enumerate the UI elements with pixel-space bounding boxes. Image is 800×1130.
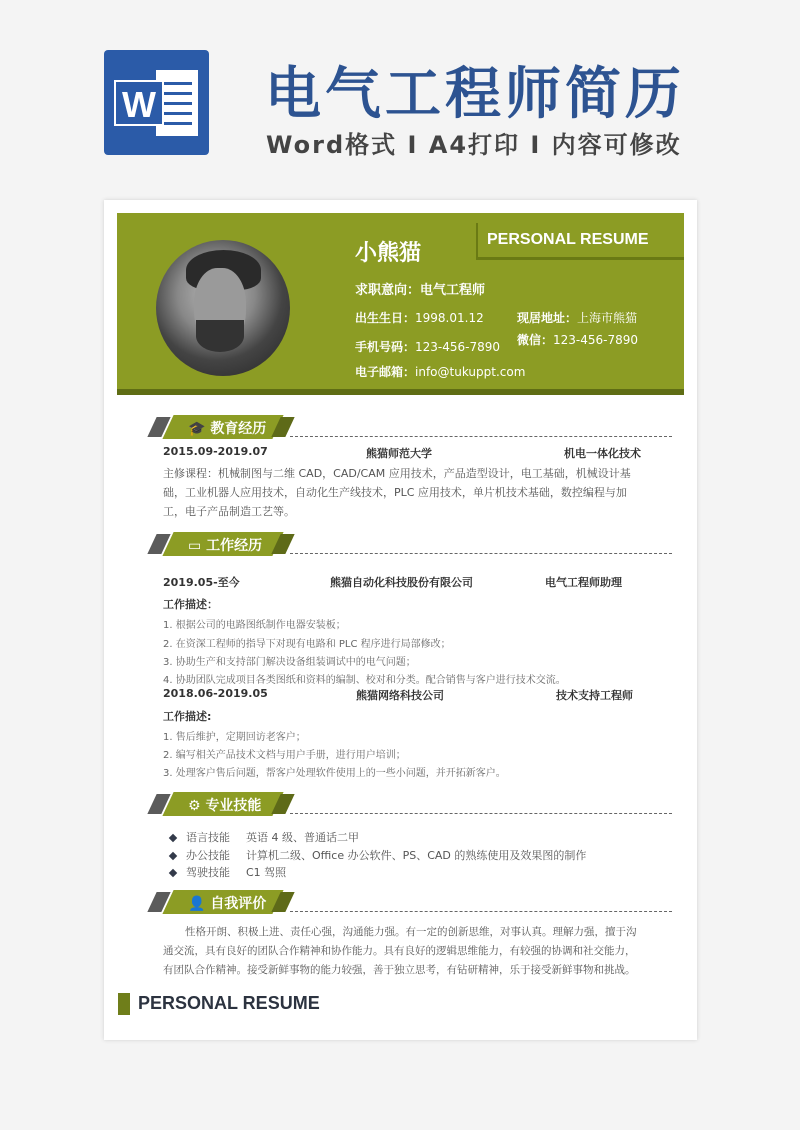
- education-courses: 主修课程：机械制图与二维 CAD，CAD/CAM 应用技术，产品造型设计，电工基础，机械设计基础，工业机器人应用技术，自动化生产线技术，PLC 应用技术，单片机技术基础，数控编程与加工，电子产品制造工艺等。: [163, 467, 631, 518]
- skill-item: 办公技能 计算机二级、Office 办公软件、PS、CAD 的熟练使用及效果图的制作: [170, 847, 230, 863]
- job-item: 3. 协助生产和支持部门解决设备组装调试中的电气问题；: [163, 657, 416, 668]
- phone: 手机号码：123-456-7890: [355, 340, 501, 354]
- skill-item: 语言技能 英语 4 级、普通话二甲: [170, 829, 230, 845]
- job-item: 2. 编写相关产品技术文档与用户手册，进行用户培训；: [163, 750, 406, 761]
- monitor-icon: ▭: [188, 538, 202, 554]
- job-item: 3. 处理客户售后问题，帮客户处理软件使用上的一些小问题，并开拓新客户。: [163, 768, 506, 779]
- graduation-cap-icon: 🎓: [188, 421, 206, 437]
- wechat: 微信：123-456-7890: [517, 333, 639, 347]
- address: 现居地址：上海市熊猫: [517, 311, 638, 325]
- job-item: 1. 售后维护，定期回访老客户；: [163, 732, 306, 743]
- job-row: 2018.06-2019.05 熊猫网络科技公司 技术支持工程师: [163, 687, 633, 702]
- candidate-name: 小熊猫: [355, 241, 422, 266]
- job-desc-label: 工作描述:: [163, 710, 212, 723]
- section-self-evaluation: 👤 自我评价: [152, 890, 672, 914]
- word-letter: W: [114, 80, 164, 126]
- section-skills: ⚙ 专业技能: [152, 792, 672, 816]
- page-subtitle: Word格式 I A4打印 I 内容可修改: [266, 131, 682, 159]
- word-logo-icon: [104, 50, 209, 155]
- section-work: ▭ 工作经历: [152, 532, 672, 556]
- birth-date: 出生生日：1998.01.12: [355, 311, 484, 325]
- skill-item: 驾驶技能 C1 驾照: [170, 864, 230, 880]
- user-icon: 👤: [188, 896, 206, 912]
- job-desc-label: 工作描述：: [163, 598, 218, 611]
- page-title: 电气工程师简历: [265, 62, 685, 127]
- avatar: [156, 240, 290, 376]
- self-evaluation-text: 性格开朗、积极上进、责任心强，沟通能力强。有一定的创新思维，对事认真。理解力强，擅于沟通交流，具有良好的团队合作精神和协作能力。具有良好的逻辑思维能力，有较强的协调和社交能力，有团队合作精神。接受新鲜事物的能力较强，善于独立思考，有钻研精神，乐于接受新鲜事物和挑战。: [163, 926, 637, 976]
- job-item: 2. 在资深工程师的指导下对现有电路和 PLC 程序进行局部修改；: [163, 639, 451, 650]
- job-intent: 求职意向：电气工程师: [355, 283, 486, 298]
- gear-icon: ⚙: [188, 798, 201, 814]
- personal-resume-label: PERSONAL RESUME: [476, 223, 684, 260]
- job-row: 2019.05-至今 熊猫自动化科技股份有限公司 电气工程师助理: [163, 576, 622, 589]
- education-row: 2015.09-2019.07 熊猫师范大学 机电一体化技术: [163, 445, 641, 460]
- section-education: 🎓 教育经历: [152, 415, 672, 439]
- email: 电子邮箱：info@tukuppt.com: [355, 365, 526, 379]
- job-item: 1. 根据公司的电路图纸制作电器安装板；: [163, 620, 346, 631]
- job-item: 4. 协助团队完成项目各类图纸和资料的编制、校对和分类。配合销售与客户进行技术交流。: [163, 675, 566, 686]
